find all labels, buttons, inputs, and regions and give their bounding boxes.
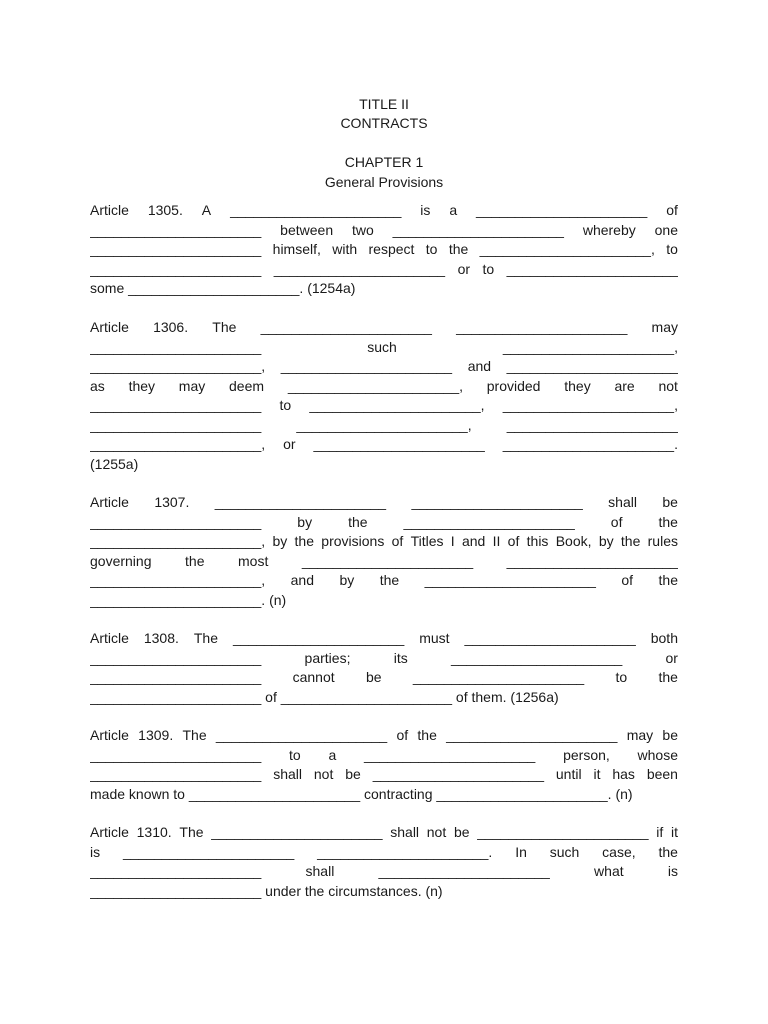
article-line: ______________________ shall ______________________ what is [90, 863, 678, 879]
chapter-heading: CHAPTER 1 [344, 154, 424, 170]
article-line: ______________________, or ______________________ ______________________. [90, 436, 678, 452]
article-line: Article 1305. A ______________________ is a ______________________ of [90, 202, 678, 218]
article-line: ______________________ under the circumstances. (n) [90, 882, 443, 899]
article-line: ______________________, and by the ______________________ of the [90, 572, 678, 588]
article-1310 [90, 823, 678, 901]
article-line: Article 1309. The ______________________ of the ______________________ may be [90, 727, 678, 743]
article-line: governing the most ______________________ ______________________ [90, 552, 678, 569]
article-line: Article 1310. The ______________________ shall not be ______________________ if it [90, 824, 678, 840]
article-line: Article 1307. ______________________ ______________________ shall be [90, 494, 678, 510]
article-line: ______________________ parties; its ______________________ or [90, 649, 678, 666]
article-line: ______________________ by the ______________________ of the [90, 513, 678, 530]
article-line: ______________________ shall not be ______________________ until it has been [90, 766, 678, 782]
article-1305 [90, 201, 678, 299]
article-1308 [90, 629, 678, 707]
article-line: Article 1306. The ______________________ ______________________ may [90, 319, 678, 335]
article-line: ______________________, ______________________ and ______________________ [90, 358, 678, 374]
article-1307 [90, 493, 678, 610]
article-line: ______________________, by the provisions of Titles I and II of this Book, by the rules [90, 533, 678, 549]
chapter-subtitle: General Provisions [324, 174, 444, 190]
title-name: CONTRACTS [340, 115, 428, 131]
title-line: TITLE II [359, 96, 409, 112]
article-line: ______________________ of ______________________ of them. (1256a) [90, 688, 559, 705]
article-1309 [90, 726, 678, 804]
article-line: Article 1308. The ______________________ must ______________________ both [90, 630, 678, 646]
article-line: (1255a) [90, 455, 139, 472]
article-line: ______________________ to ______________________, ______________________, [90, 397, 678, 413]
article-line: ______________________ himself, with respect to the ______________________, to [90, 241, 678, 257]
article-line: as they may deem ______________________, provided they are not [90, 377, 678, 394]
article-line: ______________________ cannot be ______________________ to the [90, 669, 678, 685]
article-line: made known to ______________________ contracting ______________________. (n) [90, 785, 633, 802]
article-line: ______________________ ______________________ or to ______________________ [90, 260, 678, 277]
article-line: ______________________ ______________________, ______________________ [90, 416, 678, 433]
article-line: ______________________. (n) [90, 591, 287, 608]
article-line: some ______________________. (1254a) [90, 280, 356, 296]
article-line: is ______________________ ______________________. In such case, the [90, 843, 678, 860]
article-line: ______________________ such ______________________, [90, 338, 678, 355]
article-line: ______________________ to a ______________________ person, whose [90, 746, 678, 763]
article-line: ______________________ between two ______________________ whereby one [90, 221, 678, 238]
article-1306 [90, 318, 678, 474]
